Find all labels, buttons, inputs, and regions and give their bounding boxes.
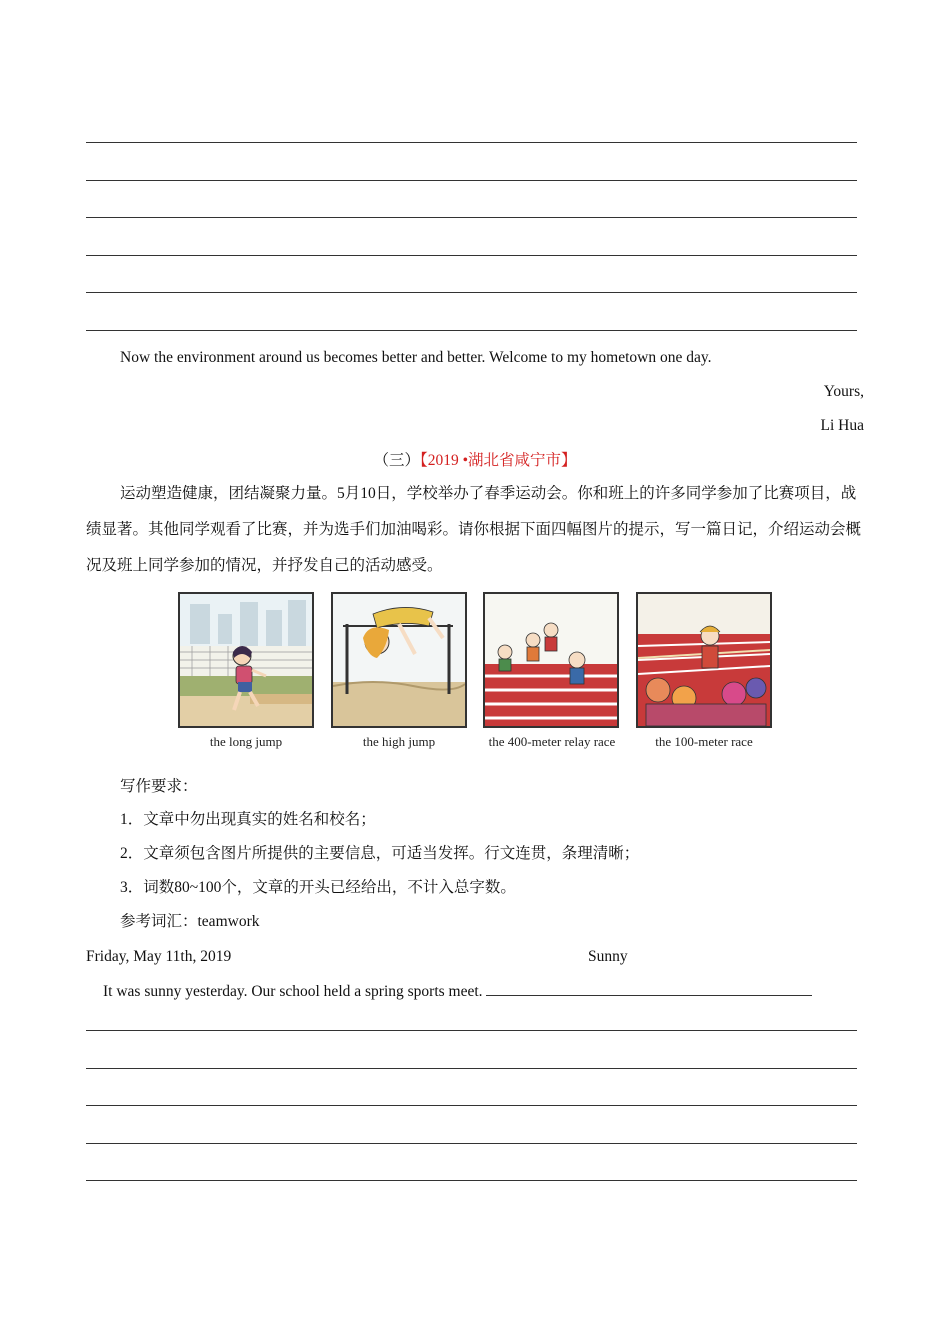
picture-strip (176, 592, 776, 757)
requirements-heading: 写作要求： (120, 778, 198, 795)
writing-blank[interactable] (486, 981, 812, 996)
requirement-item: 1．文章中勿出现真实的姓名和校名； (120, 811, 376, 828)
letter-closing-sentence: Now the environment around us becomes better and better. Welcome to my hometown one day. (120, 349, 712, 366)
diary-opening: It was sunny yesterday. Our school held a spring sports meet. (103, 983, 483, 1000)
section-number: （三） (373, 452, 420, 469)
writing-line[interactable] (86, 1105, 857, 1106)
writing-line[interactable] (86, 217, 857, 218)
writing-line[interactable] (86, 330, 857, 331)
diary-date: Friday, May 11th, 2019 (86, 948, 232, 965)
caption-sprint-race: the 100-meter race (655, 734, 753, 749)
writing-line[interactable] (86, 292, 857, 293)
caption-long-jump: the long jump (209, 734, 283, 749)
requirement-item: 2．文章须包含图片所提供的主要信息，可适当发挥。行文连贯，条理清晰； (120, 845, 640, 862)
caption-high-jump: the high jump (362, 734, 436, 749)
high-jump-illustration (331, 592, 467, 728)
section-heading (0, 451, 950, 471)
section-source: 【2019 •湖北省咸宁市】 (419, 452, 577, 469)
writing-line[interactable] (86, 1180, 857, 1181)
writing-line[interactable] (86, 1030, 857, 1031)
diary-weather: Sunny (588, 948, 628, 965)
writing-line[interactable] (86, 142, 857, 143)
relay-race-illustration (483, 592, 619, 728)
reference-vocabulary: 参考词汇：teamwork (120, 913, 260, 930)
writing-line[interactable] (86, 180, 857, 181)
writing-line[interactable] (86, 255, 857, 256)
sprint-race-illustration (636, 592, 772, 728)
long-jump-illustration (178, 592, 314, 728)
writing-line[interactable] (86, 1068, 857, 1069)
writing-line[interactable] (86, 1143, 857, 1144)
caption-relay-race: the 400-meter relay race (488, 734, 616, 749)
requirement-item: 3．词数80~100个，文章的开头已经给出，不计入总字数。 (120, 879, 516, 896)
diary-opening-line (103, 981, 812, 1002)
letter-closing: Yours, (823, 383, 864, 400)
letter-signature: Li Hua (820, 417, 864, 434)
task-prompt: 运动塑造健康，团结凝聚力量。5月10日，学校举办了春季运动会。你和班上的许多同学参加了比赛项目，战绩显著。其他同学观看了比赛，并为选手们加油喝彩。请你根据下面四幅图片的提示，写一篇日记，介绍运动会概况及班上同学参加的情况，并抒发自己的活动感受。 (86, 485, 862, 574)
